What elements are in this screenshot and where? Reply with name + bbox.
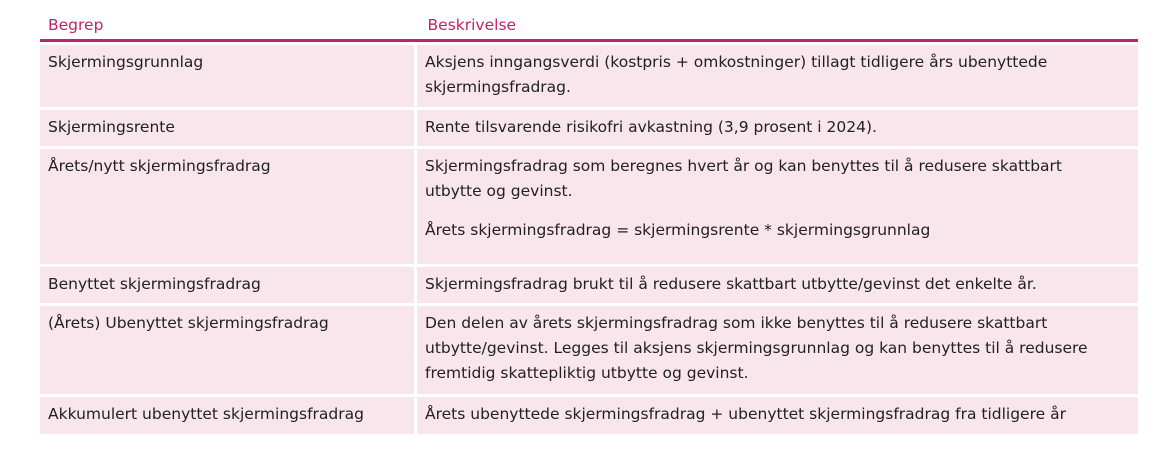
header-description: Beskrivelse: [427, 16, 517, 34]
row-description: [417, 149, 1138, 264]
table-row: [40, 397, 1138, 434]
description-paragraph: Rente tilsvarende risikofri avkastning (3,9 prosent i 2024).: [425, 118, 877, 136]
description-paragraph: Den delen av årets skjermingsfradrag som ikke benyttes til å redusere skattbart utbytte/gevinst. Legges til aksjens skjermingsgrunnlag og kan benyttes til å redusere fremtidig skattepliktig utbytte og gevinst.: [425, 314, 1088, 382]
description-paragraph: Skjermingsfradrag som beregnes hvert år og kan benyttes til å redusere skattbart utbytte og gevinst.: [425, 157, 1063, 200]
row-term: Årets/nytt skjermingsfradrag: [40, 149, 414, 264]
row-description: [417, 45, 1138, 107]
table-row: [40, 110, 1138, 146]
description-paragraph: Årets ubenyttede skjermingsfradrag + ubenyttet skjermingsfradrag fra tidligere år: [425, 405, 1066, 423]
table-row: [40, 149, 1138, 264]
table-row: [40, 267, 1138, 303]
row-term: Benyttet skjermingsfradrag: [40, 267, 414, 303]
description-paragraph: Skjermingsfradrag brukt til å redusere skattbart utbytte/gevinst det enkelte år.: [425, 275, 1037, 293]
description-paragraph: Årets skjermingsfradrag = skjermingsrente * skjermingsgrunnlag: [425, 221, 931, 239]
table-row: [40, 45, 1138, 107]
row-description: [417, 306, 1138, 394]
header-term: Begrep: [48, 16, 104, 34]
table-header: [40, 12, 1138, 42]
row-term: Akkumulert ubenyttet skjermingsfradrag: [40, 397, 414, 434]
table-row: [40, 306, 1138, 394]
definitions-table: [40, 12, 1138, 434]
row-description: [417, 267, 1138, 303]
row-term: Skjermingsgrunnlag: [40, 45, 414, 107]
description-paragraph: Aksjens inngangsverdi (kostpris + omkostninger) tillagt tidligere års ubenyttede skjermingsfradrag.: [425, 53, 1048, 96]
row-term: (Årets) Ubenyttet skjermingsfradrag: [40, 306, 414, 394]
row-term: Skjermingsrente: [40, 110, 414, 146]
row-description: [417, 397, 1138, 434]
row-description: [417, 110, 1138, 146]
